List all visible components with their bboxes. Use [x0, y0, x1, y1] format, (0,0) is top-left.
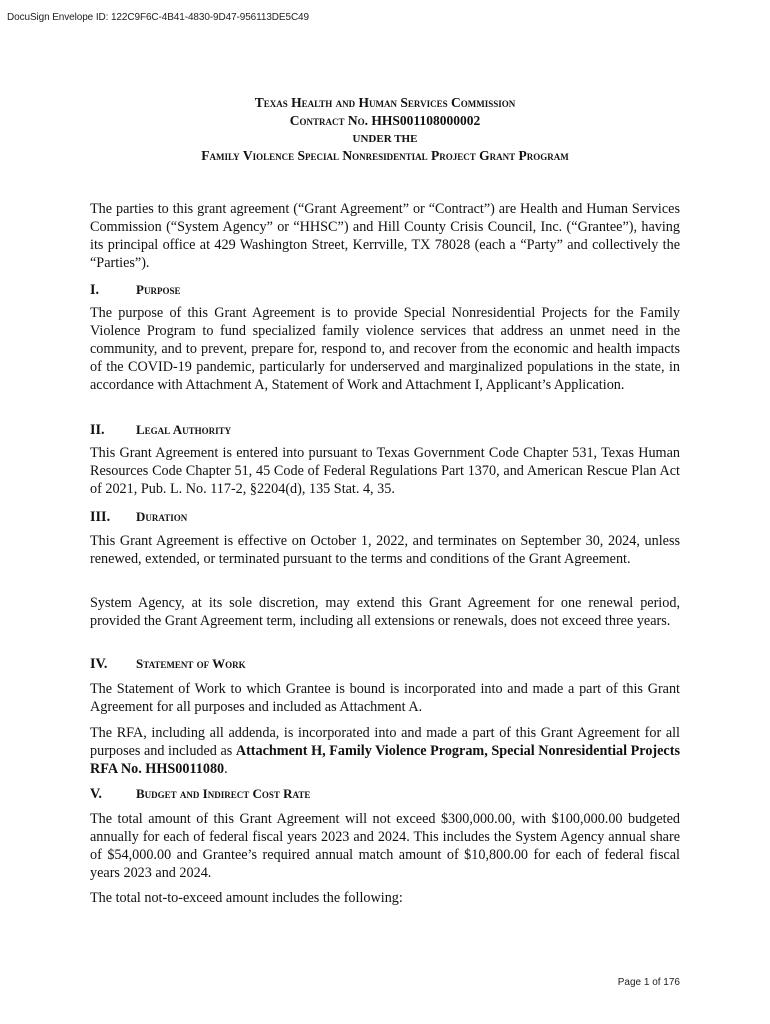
agency-title: Texas Health and Human Services Commission [254, 95, 516, 110]
section-heading-budget [90, 786, 680, 803]
section-heading-duration [90, 509, 680, 526]
rfa-text: The RFA, including all addenda, is incorporated into and made a part of this Grant Agreement for all purposes and included as [90, 725, 680, 759]
contract-number: Contract No. HHS001108000002 [289, 113, 481, 128]
section-number: I. [90, 282, 100, 298]
purpose-paragraph: The purpose of this Grant Agreement is to provide Special Nonresidential Projects for the Family Violence Program to fund specialized family violence services that address an unmet need in the community, and to prevent, prepare for, respond to, and recover from the economic and health impacts of the COVID-19 pandemic, particularly for underserved and marginalized populations in the state, in accordance with Attachment A, Statement of Work and Attachment I, Applicant’s Application. [90, 305, 680, 393]
duration-paragraph: This Grant Agreement is effective on October 1, 2022, and terminates on September 30, 2024, unless renewed, extended, or terminated pursuant to the terms and conditions of the Grant Agreement. [90, 533, 680, 567]
section-heading-legal-authority [90, 422, 680, 439]
under-the-label: UNDER THE [352, 133, 418, 145]
budget-paragraph: The total amount of this Grant Agreement will not exceed $300,000.00, with $100,000.00 budgeted annually for each of federal fiscal years 2023 and 2024. This includes the System Agency annual share of $54,000.00 and Grantee’s required annual match amount of $10,800.00 for each of federal fiscal years 2023 and 2024. [90, 811, 680, 881]
renewal-paragraph: System Agency, at its sole discretion, may extend this Grant Agreement for one renewal period, provided the Grant Agreement term, including all extensions or renewals, does not exceed three years. [90, 595, 680, 629]
rfa-paragraph [90, 725, 680, 779]
section-title: Purpose [136, 282, 181, 297]
docusign-envelope-id: DocuSign Envelope ID: 122C9F6C-4B41-4830-9D47-956113DE5C49 [7, 12, 309, 23]
section-heading-statement-of-work [90, 656, 680, 673]
not-to-exceed-paragraph: The total not-to-exceed amount includes the following: [90, 890, 403, 906]
rfa-attachment-reference: Attachment H, Family Violence Program, Special Nonresidential Projects RFA No. HHS0011080 [90, 742, 680, 777]
section-number: IV. [90, 656, 108, 672]
section-number: II. [90, 422, 105, 438]
page-number: Page 1 of 176 [617, 977, 680, 988]
section-number: III. [90, 509, 111, 525]
statement-of-work-paragraph: The Statement of Work to which Grantee is bound is incorporated into and made a part of this Grant Agreement for all purposes and included as Attachment A. [90, 681, 680, 715]
section-title: Duration [136, 509, 188, 524]
program-title: Family Violence Special Nonresidential Project Grant Program [201, 148, 569, 163]
section-title: Budget and Indirect Cost Rate [136, 786, 311, 801]
section-title: Legal Authority [136, 422, 232, 437]
section-number: V. [90, 786, 102, 802]
rfa-period: . [224, 760, 228, 777]
intro-paragraph: The parties to this grant agreement (“Grant Agreement” or “Contract”) are Health and Human Services Commission (“System Agency” or “HHSC”) and Hill County Crisis Council, Inc. (“Grantee”), having its principal office at 429 Washington Street, Kerrville, TX 78028 (each a “Party” and collectively the “Parties”). [90, 201, 680, 271]
section-heading-purpose [90, 282, 680, 299]
section-title: Statement of Work [136, 656, 246, 671]
legal-authority-paragraph: This Grant Agreement is entered into pursuant to Texas Government Code Chapter 531, Texas Human Resources Code Chapter 51, 45 Code of Federal Regulations Part 1370, and American Rescue Plan Act of 2021, Pub. L. No. 117-2, §2204(d), 135 Stat. 4, 35. [90, 445, 680, 497]
